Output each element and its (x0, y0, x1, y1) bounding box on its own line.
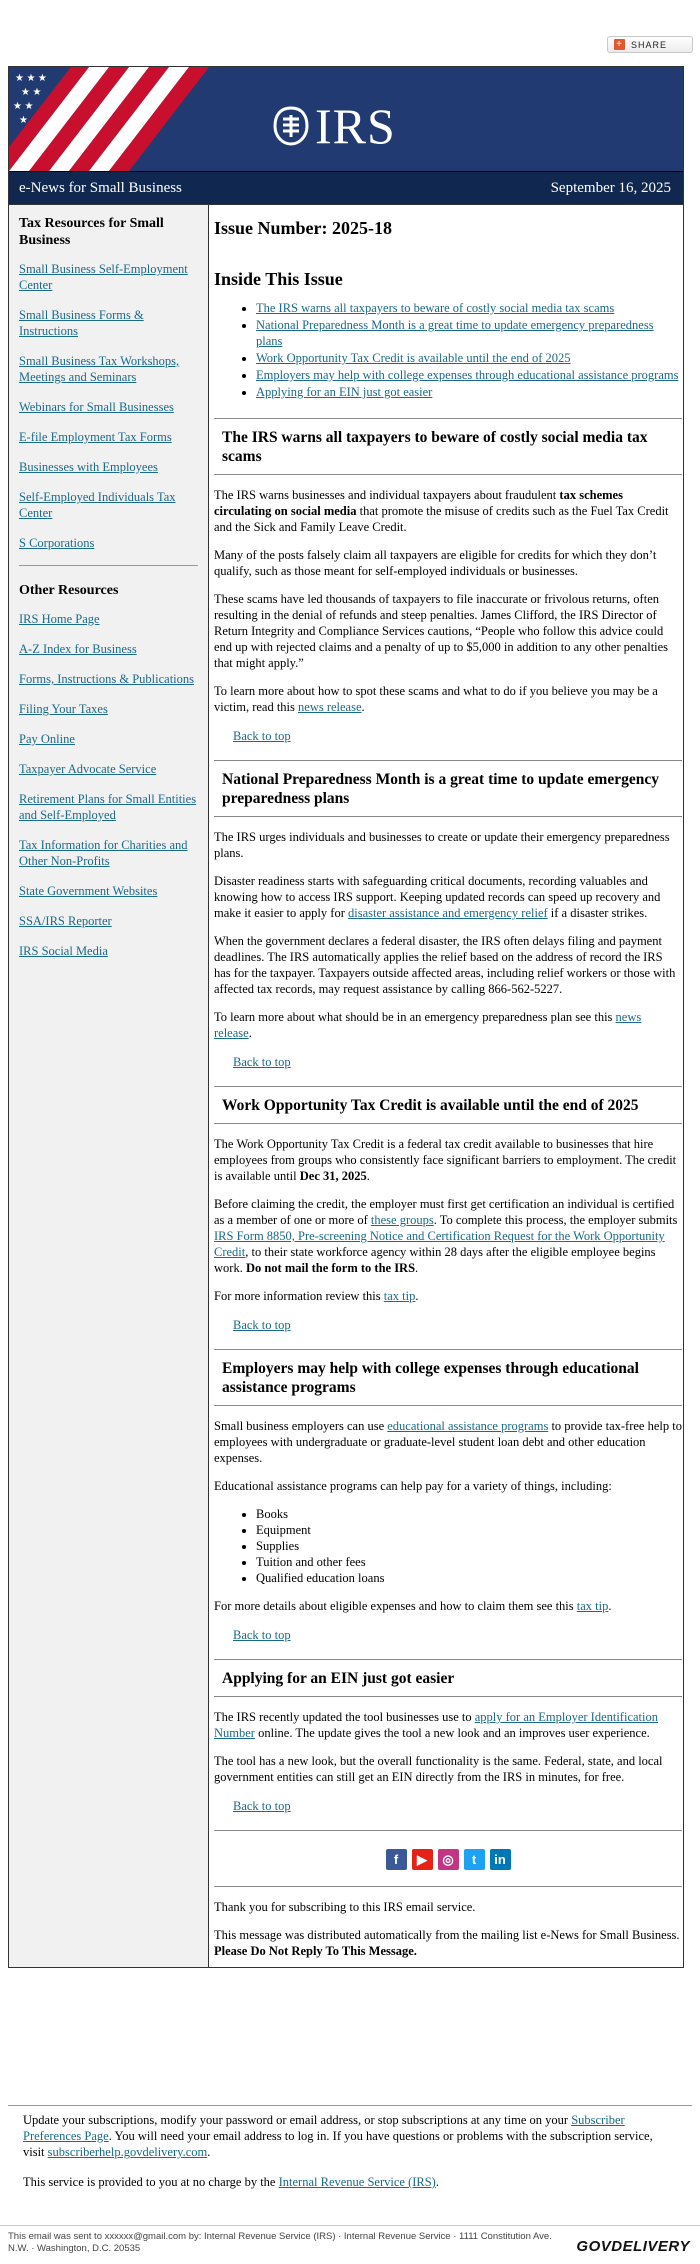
sidebar-link[interactable]: Filing Your Taxes (19, 702, 108, 716)
paragraph: To learn more about how to spot these scams and what to do if you believe you may be a victim, read this news release. (214, 684, 658, 714)
issue-number: Issue Number: 2025-18 (214, 218, 392, 238)
list-item: • Supplies (256, 1538, 682, 1554)
svg-text:★ ★: ★ ★ (21, 87, 42, 98)
footer (23, 2112, 673, 2204)
irs-wordmark: IRS (315, 98, 396, 154)
sidebar-link[interactable]: Pay Online (19, 732, 75, 746)
share-label: SHARE (631, 39, 668, 50)
toc-link[interactable]: The IRS warns all taxpayers to beware of costly social media tax scams (256, 301, 615, 315)
sidebar-link[interactable]: State Government Websites (19, 884, 158, 898)
divider (214, 1886, 682, 1887)
paragraph: The IRS recently updated the tool businesses use to apply for an Employer Identification Number online. The update gives the tool a new look and an improves user experience. (214, 1710, 658, 1740)
list-item: • Equipment (256, 1522, 682, 1538)
facebook-icon[interactable]: f (386, 1849, 407, 1870)
sidebar-link[interactable]: Small Business Tax Workshops, Meetings and Seminars (19, 354, 180, 384)
sidebar-link[interactable]: E-file Employment Tax Forms (19, 430, 172, 444)
title-bar (9, 171, 683, 204)
sidebar-link[interactable]: Small Business Forms & Instructions (19, 308, 144, 338)
sidebar-heading-tax-resources: Tax Resources for Small Business (19, 216, 164, 248)
sidebar-link[interactable]: Forms, Instructions & Publications (19, 672, 194, 686)
sidebar-link[interactable]: Self-Employed Individuals Tax Center (19, 490, 176, 520)
eagle-icon (271, 105, 311, 147)
back-to-top-link[interactable]: Back to top (233, 1055, 291, 1069)
irs-logo (271, 97, 396, 155)
toc-item (256, 367, 682, 383)
back-to-top-link[interactable]: Back to top (233, 1318, 291, 1332)
paragraph: The tool has a new look, but the overall functionality is the same. Federal, state, and local government entities can still get an EIN directly from the IRS in minutes, for free. (214, 1754, 663, 1784)
toc-link[interactable]: National Preparedness Month is a great time to update emergency preparedness plans (256, 318, 654, 348)
sidebar-link[interactable]: SSA/IRS Reporter (19, 914, 112, 928)
newsletter-frame (8, 66, 684, 1968)
toc-link[interactable]: Work Opportunity Tax Credit is available until the end of 2025 (256, 351, 571, 365)
toc-link[interactable]: Applying for an EIN just got easier (256, 385, 433, 399)
twitter-icon[interactable]: t (464, 1849, 485, 1870)
sidebar-link[interactable]: Businesses with Employees (19, 460, 158, 474)
apply-ein-link[interactable]: apply for an Employer Identification Number (214, 1710, 658, 1740)
sidebar-link[interactable]: Retirement Plans for Small Entities and Self-Employed (19, 792, 197, 822)
paragraph: When the government declares a federal disaster, the IRS often delays filing and payment deadlines. The IRS automatically applies the relief based on the address of record the IRS has for the taxpayer. Taxpayers outside affected areas, including relief workers or those with affected tax records, may request assistance by calling 866-562-5227. (214, 934, 676, 996)
subscriber-preferences-link[interactable]: Subscriber Preferences Page (23, 2113, 625, 2143)
newsletter-title: e-News for Small Business (19, 179, 182, 196)
thanks-text: Thank you for subscribing to this IRS email service. (214, 1900, 476, 1914)
sidebar-link[interactable]: IRS Social Media (19, 944, 108, 958)
distribution-note: This message was distributed automatically from the mailing list e-News for Small Business. Please Do Not Reply To This Message. (214, 1928, 680, 1958)
sent-to-notice: This email was sent to xxxxxx@gmail.com by: Internal Revenue Service (IRS) · Internal Revenue Service · 1111 Constitution Ave. N.W. · Washington, D.C. 20535 (8, 2231, 552, 2254)
section-title: Employers may help with college expenses through educational assistance programs (214, 1349, 682, 1406)
section-title: National Preparedness Month is a great time to update emergency preparedness plans (214, 760, 682, 817)
footer-provider-text: This service is provided to you at no charge by the Internal Revenue Service (IRS). (23, 2175, 439, 2189)
sidebar-link[interactable]: A-Z Index for Business (19, 642, 137, 656)
list-item: • Books (256, 1506, 682, 1522)
main-content (209, 205, 682, 1967)
youtube-icon[interactable]: ▶ (412, 1849, 433, 1870)
paragraph: Small business employers can use educational assistance programs to provide tax-free help to employees with undergraduate or graduate-level student loan debt and other education expenses. (214, 1419, 682, 1465)
list-item: • Tuition and other fees (256, 1554, 682, 1570)
section-title: The IRS warns all taxpayers to beware of costly social media tax scams (214, 418, 682, 475)
sidebar-link[interactable]: IRS Home Page (19, 612, 100, 626)
inside-heading: Inside This Issue (214, 269, 343, 289)
form-8850-link[interactable]: IRS Form 8850, Pre-screening Notice and Certification Request for the Work Opportunity Credit (214, 1229, 665, 1259)
back-to-top-link[interactable]: Back to top (233, 729, 291, 743)
back-to-top-link[interactable]: Back to top (233, 1628, 291, 1642)
svg-text:★ ★ ★: ★ ★ ★ (15, 73, 47, 84)
toc-item (256, 384, 682, 400)
sidebar-heading-other-resources: Other Resources (19, 583, 119, 598)
paragraph: For more details about eligible expenses and how to claim them see this tax tip. (214, 1599, 612, 1613)
sidebar-divider (19, 565, 198, 566)
section-title: Applying for an EIN just got easier (214, 1659, 682, 1697)
toc-item (256, 317, 682, 349)
back-to-top-link[interactable]: Back to top (233, 1799, 291, 1813)
tax-tip-link[interactable]: tax tip (383, 1289, 416, 1303)
paragraph: The IRS warns businesses and individual taxpayers about fraudulent tax schemes circulating on social media that promote the misuse of credits such as the Fuel Tax Credit and the Sick and Family Leave Credit. (214, 488, 669, 534)
svg-text:★ ★: ★ ★ (13, 101, 34, 112)
table-of-contents (214, 300, 682, 400)
footer-divider (8, 2105, 692, 2106)
paragraph: Educational assistance programs can help pay for a variety of things, including: (214, 1479, 612, 1493)
footer-subscription-text: Update your subscriptions, modify your password or email address, or stop subscriptions at any time on your Subscriber Preferences Page. You will need your email address to log in. If you have questions or problems with the subscription service, visit subscriberhelp.govdelivery.com. (23, 2113, 653, 2159)
tax-tip-link[interactable]: tax tip (576, 1599, 609, 1613)
sidebar-link[interactable]: Taxpayer Advocate Service (19, 762, 157, 776)
toc-link[interactable]: Employers may help with college expenses through educational assistance programs (256, 368, 679, 382)
toc-item (256, 350, 682, 366)
expense-list (214, 1506, 682, 1586)
sidebar-link[interactable]: Tax Information for Charities and Other Non-Profits (19, 838, 188, 868)
disaster-assistance-link[interactable]: disaster assistance and emergency relief (347, 906, 548, 920)
these-groups-link[interactable]: these groups (370, 1213, 434, 1227)
news-release-link[interactable]: news release (214, 1010, 642, 1040)
share-button[interactable] (607, 36, 693, 53)
social-links (214, 1849, 682, 1870)
instagram-icon[interactable]: ◎ (438, 1849, 459, 1870)
plus-icon: + (614, 39, 625, 50)
govdelivery-logo[interactable]: GOVDELIVERY (576, 2238, 690, 2255)
flag-icon (9, 67, 229, 171)
news-release-link[interactable]: news release (298, 700, 362, 714)
paragraph: Before claiming the credit, the employer must first get certification an individual is certified as a member of one or more of these groups. To complete this process, the employer submits IRS Form 8850, Pre-screening Notice and Certification Request for the Work Opportunity Credit, to their state workforce agency within 28 days after the eligible employee begins work. Do not mail the form to the IRS. (214, 1197, 678, 1275)
sidebar-link[interactable]: S Corporations (19, 536, 95, 550)
linkedin-icon[interactable]: in (490, 1849, 511, 1870)
sidebar-link[interactable]: Small Business Self-Employment Center (19, 262, 188, 292)
paragraph: These scams have led thousands of taxpayers to file inaccurate or frivolous returns, often resulting in the denial of refunds and steep penalties. James Clifford, the IRS Director of Return Integrity and Compliance Services cautions, “People who follow this advice could end up with rejected claims and a penalty of up to $5,000 in addition to any other penalties that might apply.” (214, 592, 669, 670)
svg-text:★: ★ (19, 115, 28, 126)
section-title: Work Opportunity Tax Credit is available until the end of 2025 (214, 1086, 682, 1124)
bottom-divider (0, 2225, 700, 2226)
toc-item (256, 300, 682, 316)
educational-assistance-link[interactable]: educational assistance programs (387, 1419, 549, 1433)
paragraph: The IRS urges individuals and businesses to create or update their emergency preparedness plans. (214, 830, 670, 860)
subscriber-help-link[interactable]: subscriberhelp.govdelivery.com (47, 2145, 208, 2159)
paragraph: To learn more about what should be in an emergency preparedness plan see this news release. (214, 1010, 642, 1040)
list-item: • Qualified education loans (256, 1570, 682, 1586)
paragraph: For more information review this tax tip. (214, 1289, 419, 1303)
irs-link[interactable]: Internal Revenue Service (IRS) (278, 2175, 436, 2189)
paragraph: Disaster readiness starts with safeguarding critical documents, recording valuables and knowing how to access IRS support. Keeping updated records can speed up recovery and make it easier to apply for disaster assistance and emergency relief if a disaster strikes. (214, 874, 661, 920)
sidebar-link[interactable]: Webinars for Small Businesses (19, 400, 174, 414)
paragraph: Many of the posts falsely claim all taxpayers are eligible for credits for which they don’t qualify, such as those meant for self-employed individuals or businesses. (214, 548, 657, 578)
banner (9, 67, 683, 171)
issue-date: September 16, 2025 (550, 179, 671, 196)
paragraph: The Work Opportunity Tax Credit is a federal tax credit available to businesses that hire employees from groups who consistently face significant barriers to employment. The credit is available until Dec 31, 2025. (214, 1137, 677, 1183)
sidebar (9, 205, 209, 1967)
divider (214, 1830, 682, 1831)
